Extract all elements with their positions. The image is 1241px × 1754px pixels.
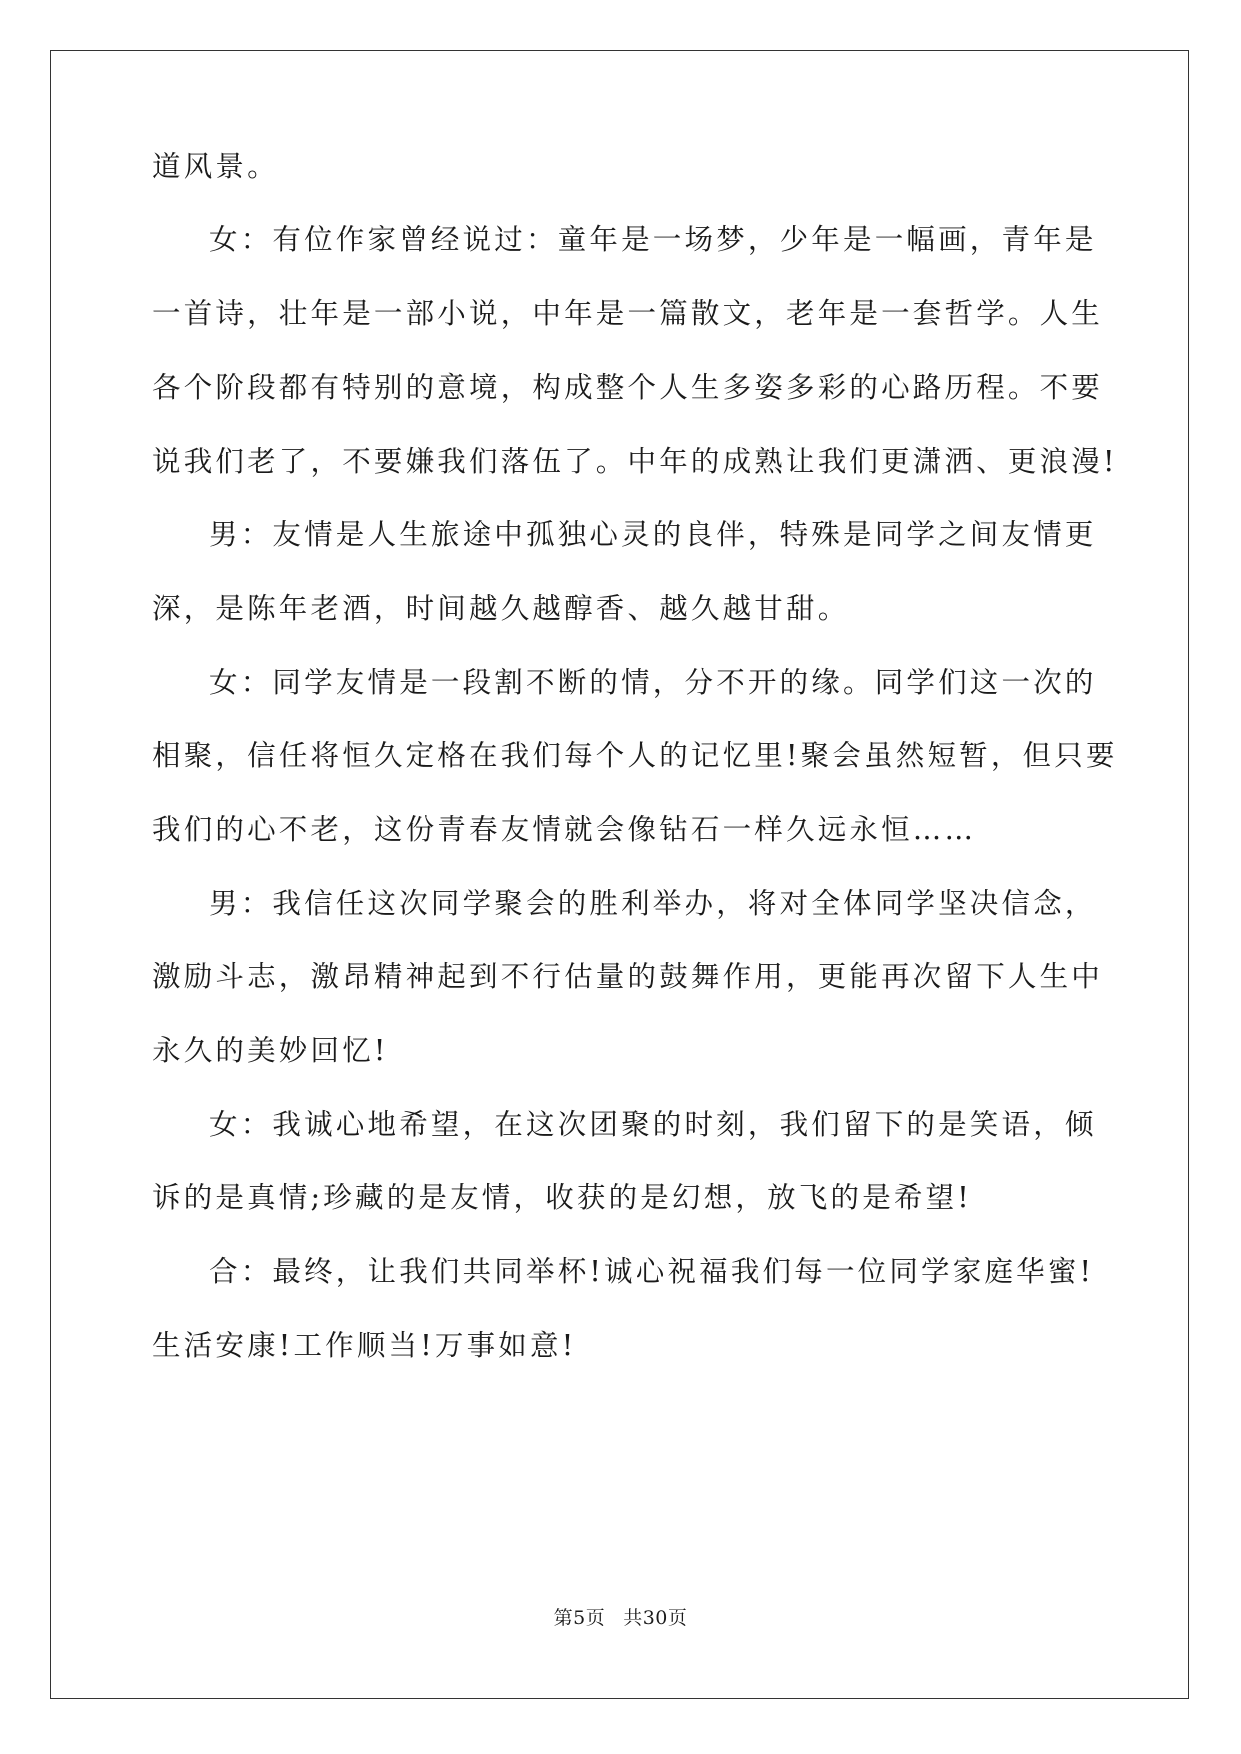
text-line: 各个阶段都有特别的意境，构成整个人生多姿多彩的心路历程。不要	[152, 371, 1104, 404]
paragraph-start-line: 女：有位作家曾经说过：童年是一场梦，少年是一幅画，青年是	[209, 223, 1097, 256]
page-number: 第5页	[553, 1607, 606, 1629]
paragraph-start-line: 女：我诚心地希望，在这次团聚的时刻，我们留下的是笑语，倾	[209, 1108, 1097, 1141]
text-line: 永久的美妙回忆!	[152, 1034, 389, 1067]
paragraph-start-line: 合：最终，让我们共同举杯!诚心祝福我们每一位同学家庭华蜜!	[209, 1255, 1095, 1288]
paragraph-start-line: 女：同学友情是一段割不断的情，分不开的缘。同学们这一次的	[209, 666, 1097, 699]
text-line: 激励斗志，激昂精神起到不行估量的鼓舞作用，更能再次留下人生中	[152, 960, 1104, 993]
page-footer	[0, 1606, 1241, 1630]
text-line: 说我们老了，不要嫌我们落伍了。中年的成熟让我们更潇洒、更浪漫!	[152, 445, 1118, 478]
text-line: 一首诗，壮年是一部小说，中年是一篇散文，老年是一套哲学。人生	[152, 297, 1104, 330]
paragraph-start-line: 男：友情是人生旅途中孤独心灵的良伴，特殊是同学之间友情更	[209, 518, 1097, 551]
text-line: 生活安康!工作顺当!万事如意!	[152, 1329, 577, 1362]
paragraph-start-line: 男：我信任这次同学聚会的胜利举办，将对全体同学坚决信念，	[209, 887, 1097, 920]
text-line: 诉的是真情;珍藏的是友情，收获的是幻想，放飞的是希望!	[152, 1181, 972, 1214]
text-line: 深，是陈年老酒，时间越久越醇香、越久越甘甜。	[152, 592, 850, 625]
text-line: 我们的心不老，这份青春友情就会像钻石一样久远永恒……	[152, 813, 977, 846]
page-total: 共30页	[623, 1607, 688, 1629]
text-line: 道风景。	[152, 150, 279, 183]
text-line: 相聚，信任将恒久定格在我们每个人的记忆里!聚会虽然短暂，但只要	[152, 739, 1118, 772]
